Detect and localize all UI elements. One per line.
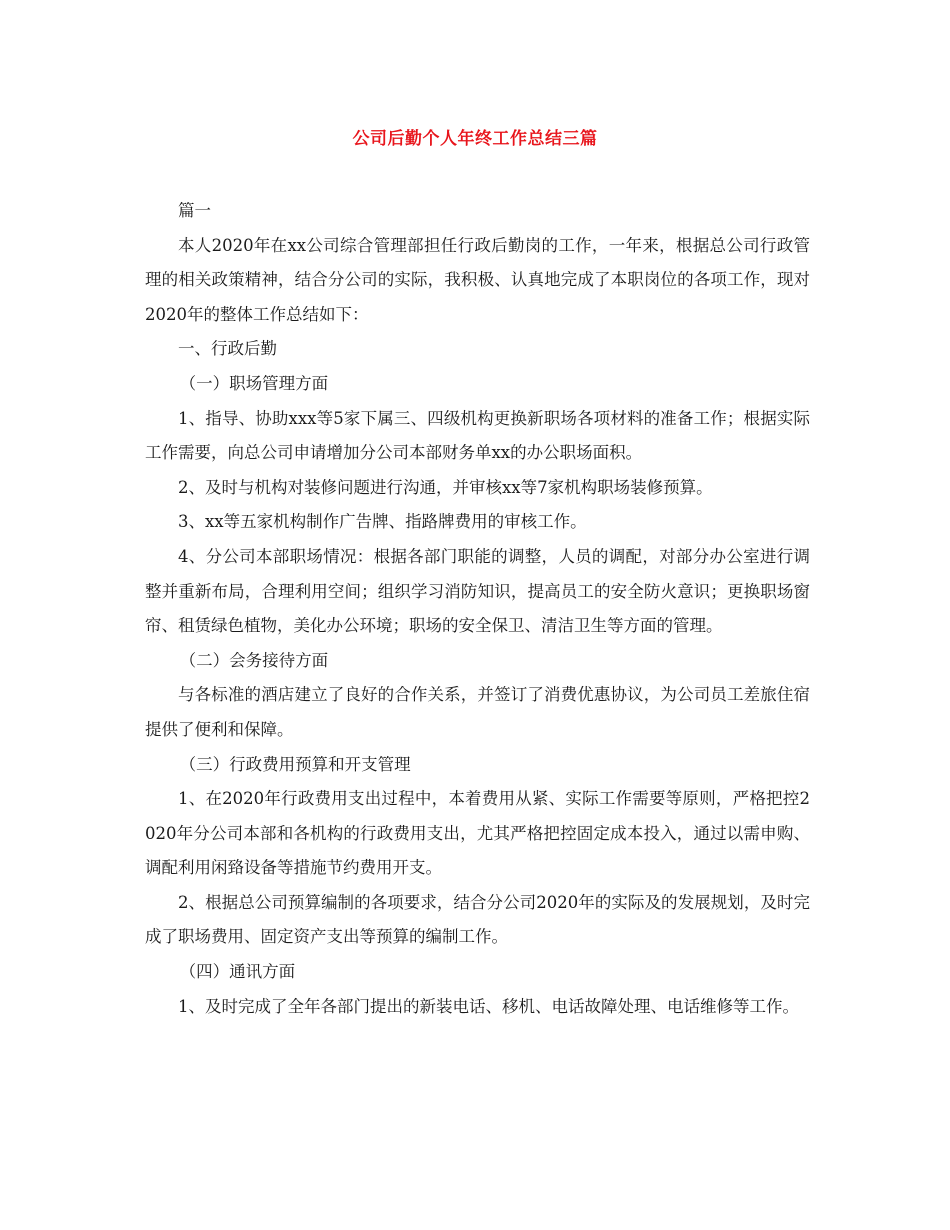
document-body xyxy=(145,194,810,1024)
body-paragraph: 4、分公司本部职场情况：根据各部门职能的调整，人员的调配，对部分办公室进行调整并重新布局，合理利用空间；组织学习消防知识，提高员工的安全防火意识；更换职场窗帘、租赁绿色植物，美化办公环境；职场的安全保卫、清洁卫生等方面的管理。 xyxy=(145,546,810,636)
section-heading: 一、行政后勤 xyxy=(178,339,277,359)
body-paragraph: 1、及时完成了全年各部门提出的新装电话、移机、电话故障处理、电话维修等工作。 xyxy=(178,996,799,1016)
body-paragraph: 1、指导、协助xxx等5家下属三、四级机构更换新职场各项材料的准备工作；根据实际工作需要，向总公司申请增加分公司本部财务单xx的办公职场面积。 xyxy=(145,408,810,463)
subsection-heading: （三）行政费用预算和开支管理 xyxy=(179,754,411,774)
body-paragraph: 3、xx等五家机构制作广告牌、指路牌费用的审核工作。 xyxy=(178,512,587,532)
section-label: 篇一 xyxy=(178,201,211,220)
subsection-heading: （二）会务接待方面 xyxy=(179,650,329,670)
document-title: 公司后勤个人年终工作总结三篇 xyxy=(352,129,598,149)
subsection-heading: （一）职场管理方面 xyxy=(179,373,329,393)
body-paragraph: 2、及时与机构对装修问题进行沟通，并审核xx等7家机构职场装修预算。 xyxy=(178,477,713,497)
subsection-heading: （四）通讯方面 xyxy=(179,962,296,982)
body-paragraph: 与各标准的酒店建立了良好的合作关系，并签订了消费优惠协议，为公司员工差旅住宿提供了便利和保障。 xyxy=(145,685,810,739)
body-paragraph: 本人2020年在xx公司综合管理部担任行政后勤岗的工作，一年来，根据总公司行政管理的相关政策精神，结合分公司的实际，我积极、认真地完成了本职岗位的各项工作，现对2020年的整体工作总结如下： xyxy=(145,235,810,324)
body-paragraph: 1、在2020年行政费用支出过程中，本着费用从紧、实际工作需要等原则，严格把控2020年分公司本部和各机构的行政费用支出，尤其严格把控固定成本投入，通过以需申购、调配利用闲臵设备等措施节约费用开支。 xyxy=(145,789,810,878)
body-paragraph: 2、根据总公司预算编制的各项要求，结合分公司2020年的实际及的发展规划，及时完成了职场费用、固定资产支出等预算的编制工作。 xyxy=(145,892,810,947)
